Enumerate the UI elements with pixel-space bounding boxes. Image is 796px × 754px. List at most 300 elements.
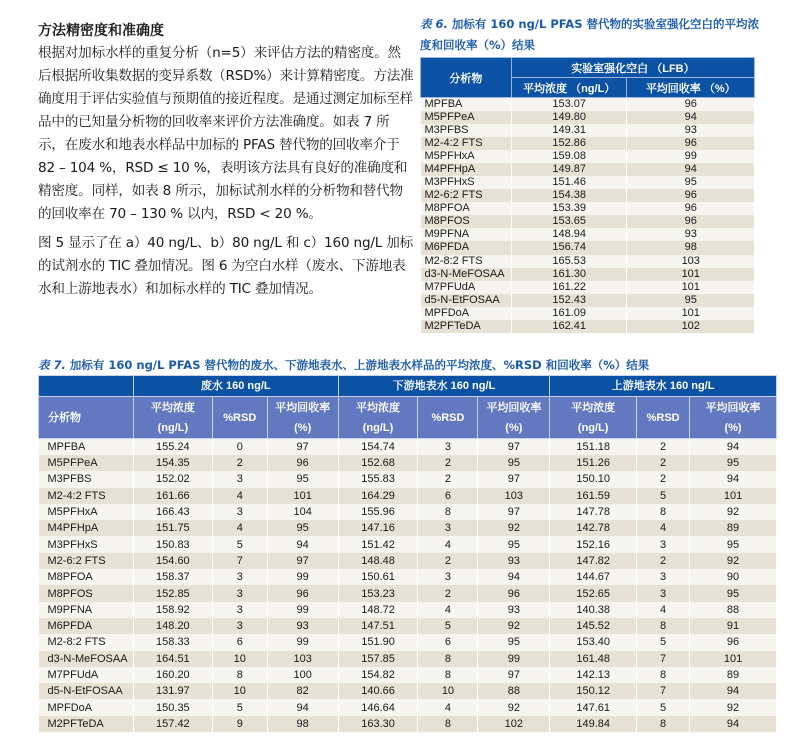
cell-analyte: M3PFBS — [39, 471, 134, 487]
cell-value: 148.72 — [338, 602, 418, 618]
cell-analyte: M2-8:2 FTS — [39, 634, 134, 650]
cell-value: 151.18 — [550, 439, 637, 456]
cell-value: 3 — [212, 585, 267, 601]
cell-value: 93 — [627, 124, 755, 137]
cell-value: 6 — [212, 634, 267, 650]
cell-value: 8 — [637, 716, 690, 732]
cell-analyte: MPFBA — [39, 439, 134, 456]
cell-value: 101 — [267, 488, 338, 504]
cell-analyte: M2-8:2 FTS — [421, 255, 512, 268]
cell-value: 152.68 — [338, 455, 418, 471]
cell-value: 3 — [637, 585, 690, 601]
cell-value: 3 — [212, 471, 267, 487]
cell-value: 92 — [690, 553, 777, 569]
cell-analyte: d3-N-MeFOSAA — [421, 268, 512, 281]
cell-value: 3 — [637, 536, 690, 552]
cell-value: 104 — [267, 504, 338, 520]
cell-value: 96 — [690, 634, 777, 650]
cell-value: 152.43 — [511, 294, 627, 307]
cell-value: 150.12 — [550, 683, 637, 699]
header-analyte: 分析物 — [39, 397, 134, 439]
cell-value: 10 — [212, 651, 267, 667]
cell-analyte: M5PFHxA — [39, 504, 134, 520]
header-rsd: %RSD — [212, 397, 267, 439]
table-row — [39, 553, 777, 569]
cell-analyte: M2PFTeDA — [421, 320, 512, 333]
table-row — [421, 241, 755, 254]
cell-value: 95 — [690, 585, 777, 601]
cell-value: 154.35 — [133, 455, 212, 471]
table-row — [421, 124, 755, 137]
cell-value: 151.46 — [511, 176, 627, 189]
cell-value: 152.02 — [133, 471, 212, 487]
cell-analyte: M5PFPeA — [39, 455, 134, 471]
cell-value: 8 — [637, 618, 690, 634]
cell-value: 6 — [418, 488, 478, 504]
cell-value: 151.42 — [338, 536, 418, 552]
cell-value: 96 — [627, 202, 755, 215]
cell-value: 88 — [478, 683, 550, 699]
cell-value: 2 — [637, 553, 690, 569]
cell-value: 5 — [637, 634, 690, 650]
cell-value: 5 — [637, 488, 690, 504]
cell-value: 97 — [478, 471, 550, 487]
cell-value: 95 — [267, 471, 338, 487]
cell-value: 3 — [637, 569, 690, 585]
table-row — [421, 255, 755, 268]
cell-value: 95 — [478, 455, 550, 471]
cell-analyte: d5-N-EtFOSAA — [39, 683, 134, 699]
cell-value: 5 — [637, 699, 690, 715]
cell-analyte: M3PFBS — [421, 124, 512, 137]
table-row — [421, 189, 755, 202]
table-row — [421, 98, 755, 112]
cell-value: 89 — [690, 520, 777, 536]
cell-value: 150.61 — [338, 569, 418, 585]
table-row — [421, 202, 755, 215]
table-row — [39, 667, 777, 683]
cell-value: 2 — [212, 455, 267, 471]
cell-value: 161.48 — [550, 651, 637, 667]
cell-value: 147.16 — [338, 520, 418, 536]
cell-analyte: MPFBA — [421, 98, 512, 112]
cell-value: 4 — [418, 536, 478, 552]
cell-value: 0 — [212, 439, 267, 456]
cell-value: 152.65 — [550, 585, 637, 601]
cell-value: 92 — [478, 618, 550, 634]
cell-value: 91 — [690, 618, 777, 634]
cell-value: 99 — [267, 569, 338, 585]
header-blank — [39, 376, 134, 397]
table-row — [421, 215, 755, 228]
table-title: 加标有 160 ng/L PFAS 替代物的废水、下游地表水、上游地表水样品的平均浓度、%RSD 和回收率（%）结果 — [65, 358, 650, 372]
cell-value: 154.38 — [511, 189, 627, 202]
cell-value: 99 — [627, 150, 755, 163]
cell-analyte: M8PFOS — [421, 215, 512, 228]
cell-value: 6 — [418, 634, 478, 650]
cell-value: 147.78 — [550, 504, 637, 520]
cell-value: 103 — [478, 488, 550, 504]
cell-value: 8 — [418, 667, 478, 683]
table-row — [39, 683, 777, 699]
paragraph: 图 5 显示了在 a）40 ng/L、b）80 ng/L 和 c）160 ng/L 加标的试剂水的 TIC 叠加情况。图 6 为空白水样（废水、下游地表水和上游地表水）和加标水样的 TIC 叠加情况。 — [38, 235, 414, 297]
table-row — [421, 281, 755, 294]
cell-value: 161.30 — [511, 268, 627, 281]
cell-analyte: M5PFHxA — [421, 150, 512, 163]
cell-value: 142.13 — [550, 667, 637, 683]
cell-value: 152.86 — [511, 137, 627, 150]
cell-analyte: M2-4:2 FTS — [39, 488, 134, 504]
cell-value: 151.26 — [550, 455, 637, 471]
table-row — [39, 455, 777, 471]
cell-value: 102 — [627, 320, 755, 333]
cell-value: 157.85 — [338, 651, 418, 667]
cell-value: 94 — [690, 439, 777, 456]
cell-value: 95 — [627, 176, 755, 189]
cell-value: 155.24 — [133, 439, 212, 456]
cell-value: 92 — [690, 504, 777, 520]
cell-value: 99 — [267, 634, 338, 650]
table-row — [421, 176, 755, 189]
cell-value: 5 — [212, 536, 267, 552]
cell-value: 97 — [478, 439, 550, 456]
table-title: 加标有 160 ng/L PFAS 替代物的实验室强化空白的平均浓度和回收率（%）结果 — [420, 17, 759, 52]
cell-value: 92 — [478, 520, 550, 536]
cell-value: 158.37 — [133, 569, 212, 585]
table-row — [421, 268, 755, 281]
cell-value: 149.84 — [550, 716, 637, 732]
cell-value: 158.33 — [133, 634, 212, 650]
cell-analyte: M2-6:2 FTS — [421, 189, 512, 202]
cell-value: 140.66 — [338, 683, 418, 699]
cell-analyte: M5PFPeA — [421, 111, 512, 124]
cell-value: 4 — [418, 602, 478, 618]
header-conc: 平均浓度 （ng/L） — [511, 78, 627, 98]
cell-value: 150.35 — [133, 699, 212, 715]
cell-value: 151.90 — [338, 634, 418, 650]
cell-value: 3 — [212, 504, 267, 520]
cell-value: 94 — [267, 536, 338, 552]
cell-value: 94 — [478, 569, 550, 585]
cell-value: 93 — [267, 618, 338, 634]
table-row — [39, 602, 777, 618]
cell-value: 153.07 — [511, 98, 627, 112]
cell-analyte: M7PFUdA — [39, 667, 134, 683]
section-heading: 方法精密度和准确度 — [38, 23, 164, 39]
cell-value: 8 — [637, 504, 690, 520]
cell-value: 166.43 — [133, 504, 212, 520]
cell-value: 149.31 — [511, 124, 627, 137]
cell-value: 161.59 — [550, 488, 637, 504]
cell-value: 93 — [627, 228, 755, 241]
cell-value: 94 — [690, 683, 777, 699]
cell-value: 8 — [637, 667, 690, 683]
header-conc: 平均浓度 (ng/L) — [133, 397, 212, 439]
cell-value: 154.60 — [133, 553, 212, 569]
cell-value: 148.94 — [511, 228, 627, 241]
cell-analyte: M8PFOS — [39, 585, 134, 601]
cell-value: 90 — [690, 569, 777, 585]
cell-value: 102 — [478, 716, 550, 732]
cell-value: 96 — [627, 137, 755, 150]
cell-value: 3 — [212, 569, 267, 585]
cell-value: 161.09 — [511, 307, 627, 320]
cell-value: 3 — [212, 602, 267, 618]
table-row — [39, 634, 777, 650]
cell-analyte: M8PFOA — [39, 569, 134, 585]
cell-value: 162.41 — [511, 320, 627, 333]
cell-value: 95 — [690, 536, 777, 552]
cell-analyte: d3-N-MeFOSAA — [39, 651, 134, 667]
header-group: 实验室强化空白 （LFB） — [511, 58, 754, 78]
cell-value: 82 — [267, 683, 338, 699]
cell-value: 140.38 — [550, 602, 637, 618]
cell-value: 153.39 — [511, 202, 627, 215]
header-analyte: 分析物 — [421, 58, 512, 98]
table-row — [421, 320, 755, 333]
cell-analyte: M2-6:2 FTS — [39, 553, 134, 569]
cell-value: 145.52 — [550, 618, 637, 634]
cell-value: 2 — [418, 455, 478, 471]
cell-value: 153.40 — [550, 634, 637, 650]
cell-analyte: MPFDoA — [421, 307, 512, 320]
cell-value: 149.87 — [511, 163, 627, 176]
header-rsd: %RSD — [637, 397, 690, 439]
cell-value: 161.22 — [511, 281, 627, 294]
cell-value: 96 — [478, 585, 550, 601]
cell-analyte: M3PFHxS — [39, 536, 134, 552]
cell-value: 150.10 — [550, 471, 637, 487]
cell-value: 96 — [267, 455, 338, 471]
cell-value: 92 — [690, 699, 777, 715]
cell-value: 103 — [267, 651, 338, 667]
table-row — [421, 228, 755, 241]
header-rec: 平均回收率 (%) — [478, 397, 550, 439]
cell-value: 5 — [212, 699, 267, 715]
cell-value: 142.78 — [550, 520, 637, 536]
cell-value: 89 — [690, 667, 777, 683]
cell-analyte: MPFDoA — [39, 699, 134, 715]
cell-value: 95 — [478, 536, 550, 552]
cell-value: 150.83 — [133, 536, 212, 552]
cell-value: 155.83 — [338, 471, 418, 487]
cell-value: 99 — [478, 651, 550, 667]
cell-value: 154.82 — [338, 667, 418, 683]
cell-value: 95 — [267, 520, 338, 536]
table-row — [39, 618, 777, 634]
cell-value: 95 — [478, 634, 550, 650]
paragraph: 根据对加标水样的重复分析（n=5）来评估方法的精密度。然后根据所收集数据的变异系数（RSD%）来计算精密度。方法准确度用于评估实验值与预期值的接近程度。是通过测定加标至样品中的已知量分析物的回收率来评价方法准确度。如表 7 所示，在废水和地表水样品中加标的 PFAS 替代物的回收率介于 82 – 104 %，RSD ≤ 10 %，表明该方法具有良好的准确度和精密度。同样，如表 8 所示，加标试剂水样的分析物和替代物的回收率在 70 – 130 % 以内，RSD < 20 %。 — [38, 45, 414, 222]
cell-value: 146.64 — [338, 699, 418, 715]
cell-value: 2 — [637, 471, 690, 487]
cell-value: 92 — [478, 699, 550, 715]
cell-value: 147.51 — [338, 618, 418, 634]
cell-value: 97 — [267, 439, 338, 456]
table-row — [39, 585, 777, 601]
cell-value: 154.74 — [338, 439, 418, 456]
table7 — [38, 375, 777, 732]
cell-value: 4 — [637, 520, 690, 536]
table-row — [39, 488, 777, 504]
cell-value: 7 — [212, 553, 267, 569]
cell-value: 10 — [212, 683, 267, 699]
cell-value: 2 — [418, 553, 478, 569]
cell-value: 147.61 — [550, 699, 637, 715]
cell-value: 4 — [212, 520, 267, 536]
cell-analyte: M9PFNA — [421, 228, 512, 241]
cell-value: 101 — [627, 307, 755, 320]
cell-value: 97 — [478, 504, 550, 520]
cell-analyte: M8PFOA — [421, 202, 512, 215]
cell-value: 96 — [627, 98, 755, 112]
cell-value: 88 — [690, 602, 777, 618]
cell-value: 153.65 — [511, 215, 627, 228]
table-row — [421, 137, 755, 150]
table-row — [39, 520, 777, 536]
cell-value: 155.96 — [338, 504, 418, 520]
header-conc: 平均浓度 (ng/L) — [338, 397, 418, 439]
cell-value: 10 — [418, 683, 478, 699]
cell-value: 165.53 — [511, 255, 627, 268]
table-row — [421, 150, 755, 163]
table-row — [421, 294, 755, 307]
cell-value: 96 — [627, 189, 755, 202]
table-row — [39, 651, 777, 667]
cell-value: 152.85 — [133, 585, 212, 601]
cell-value: 101 — [690, 488, 777, 504]
table-row — [39, 439, 777, 456]
cell-analyte: M4PFHpA — [39, 520, 134, 536]
cell-value: 158.92 — [133, 602, 212, 618]
header-rec: 平均回收率 (%) — [690, 397, 777, 439]
cell-analyte: M9PFNA — [39, 602, 134, 618]
cell-value: 161.66 — [133, 488, 212, 504]
cell-value: 93 — [478, 553, 550, 569]
cell-value: 96 — [627, 215, 755, 228]
cell-value: 101 — [627, 281, 755, 294]
cell-value: 157.42 — [133, 716, 212, 732]
cell-value: 103 — [627, 255, 755, 268]
cell-value: 131.97 — [133, 683, 212, 699]
cell-value: 7 — [637, 683, 690, 699]
cell-value: 2 — [637, 439, 690, 456]
cell-value: 151.75 — [133, 520, 212, 536]
cell-value: 8 — [212, 667, 267, 683]
cell-value: 94 — [627, 163, 755, 176]
table-row — [39, 504, 777, 520]
table6-caption — [420, 14, 760, 56]
cell-value: 3 — [418, 569, 478, 585]
cell-value: 94 — [690, 471, 777, 487]
cell-value: 148.20 — [133, 618, 212, 634]
cell-value: 9 — [212, 716, 267, 732]
table-row — [39, 536, 777, 552]
cell-value: 97 — [478, 667, 550, 683]
cell-analyte: M2-4:2 FTS — [421, 137, 512, 150]
cell-value: 3 — [418, 439, 478, 456]
table-row — [39, 569, 777, 585]
cell-value: 7 — [637, 651, 690, 667]
cell-analyte: M6PFDA — [39, 618, 134, 634]
cell-value: 94 — [267, 699, 338, 715]
cell-analyte: M2PFTeDA — [39, 716, 134, 732]
cell-value: 96 — [267, 585, 338, 601]
cell-value: 95 — [627, 294, 755, 307]
header-group-downstream: 下游地表水 160 ng/L — [338, 376, 550, 397]
cell-value: 93 — [478, 602, 550, 618]
cell-value: 156.74 — [511, 241, 627, 254]
table6 — [420, 57, 755, 333]
body-text — [38, 20, 414, 307]
table-label: 表 7. — [38, 358, 66, 372]
cell-value: 4 — [637, 602, 690, 618]
cell-value: 8 — [418, 716, 478, 732]
cell-value: 164.29 — [338, 488, 418, 504]
cell-value: 153.23 — [338, 585, 418, 601]
cell-value: 3 — [212, 618, 267, 634]
table-row — [39, 716, 777, 732]
cell-value: 160.20 — [133, 667, 212, 683]
cell-value: 94 — [627, 111, 755, 124]
table-row — [421, 163, 755, 176]
cell-value: 101 — [690, 651, 777, 667]
cell-value: 98 — [267, 716, 338, 732]
cell-value: 3 — [418, 520, 478, 536]
cell-value: 149.80 — [511, 111, 627, 124]
table-row — [421, 307, 755, 320]
cell-value: 100 — [267, 667, 338, 683]
table-row — [39, 471, 777, 487]
header-group-upstream: 上游地表水 160 ng/L — [550, 376, 777, 397]
cell-value: 5 — [418, 618, 478, 634]
cell-value: 164.51 — [133, 651, 212, 667]
cell-value: 94 — [690, 716, 777, 732]
table7-caption — [38, 355, 788, 376]
cell-analyte: M3PFHxS — [421, 176, 512, 189]
header-conc: 平均浓度 (ng/L) — [550, 397, 637, 439]
cell-value: 8 — [418, 504, 478, 520]
cell-value: 2 — [418, 471, 478, 487]
cell-value: 101 — [627, 268, 755, 281]
cell-analyte: M7PFUdA — [421, 281, 512, 294]
cell-analyte: M4PFHpA — [421, 163, 512, 176]
cell-value: 98 — [627, 241, 755, 254]
header-rec: 平均回收率 （%） — [627, 78, 755, 98]
cell-value: 152.16 — [550, 536, 637, 552]
cell-value: 2 — [637, 455, 690, 471]
header-rsd: %RSD — [418, 397, 478, 439]
table-row — [421, 111, 755, 124]
cell-value: 95 — [690, 455, 777, 471]
cell-value: 99 — [267, 602, 338, 618]
cell-value: 2 — [418, 585, 478, 601]
table-label: 表 6. — [420, 17, 448, 31]
header-rec: 平均回收率 (%) — [267, 397, 338, 439]
table-row — [39, 699, 777, 715]
cell-analyte: d5-N-EtFOSAA — [421, 294, 512, 307]
cell-value: 144.67 — [550, 569, 637, 585]
cell-value: 147.82 — [550, 553, 637, 569]
cell-value: 4 — [418, 699, 478, 715]
cell-analyte: M6PFDA — [421, 241, 512, 254]
cell-value: 97 — [267, 553, 338, 569]
cell-value: 8 — [418, 651, 478, 667]
header-group-wastewater: 废水 160 ng/L — [133, 376, 338, 397]
cell-value: 148.48 — [338, 553, 418, 569]
cell-value: 163.30 — [338, 716, 418, 732]
cell-value: 4 — [212, 488, 267, 504]
cell-value: 159.08 — [511, 150, 627, 163]
